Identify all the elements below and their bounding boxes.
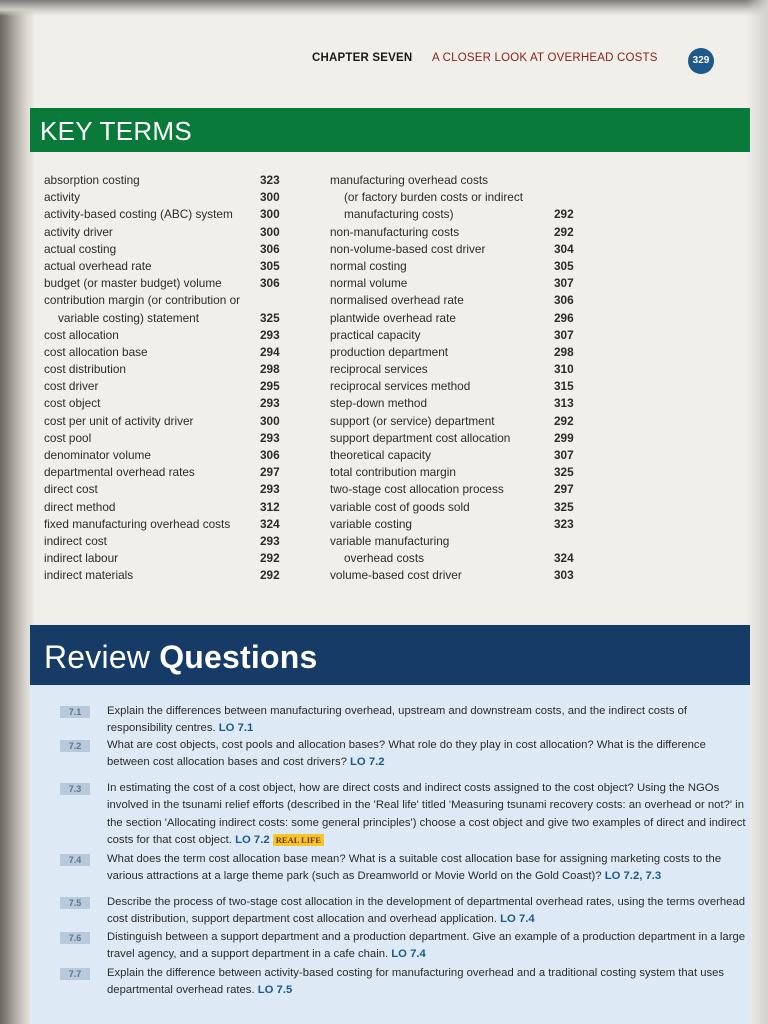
key-term: two-stage cost allocation process xyxy=(330,482,504,497)
key-term-row xyxy=(330,292,580,309)
key-term: cost driver xyxy=(44,379,99,394)
key-term: budget (or master budget) volume xyxy=(44,276,222,291)
key-term-row xyxy=(44,395,294,412)
key-term-row xyxy=(330,172,580,189)
key-terms-banner xyxy=(30,108,750,152)
key-term: variable costing xyxy=(330,516,412,531)
key-term-row xyxy=(330,344,580,361)
key-term-page: 296 xyxy=(554,310,574,325)
review-questions-banner xyxy=(30,625,750,685)
question-text: Explain the difference between activity-based costing for manufacturing overhead and a traditional costing system that uses departmental overhead rates. LO 7.5 xyxy=(107,967,725,997)
key-term-page: 313 xyxy=(554,396,574,411)
key-term: support department cost allocation xyxy=(330,430,511,445)
key-term: manufacturing overhead costs xyxy=(330,173,489,187)
key-term-row xyxy=(44,292,294,309)
key-term-page: 292 xyxy=(554,224,574,239)
key-term-page: 298 xyxy=(554,344,574,359)
key-term-page: 297 xyxy=(554,482,574,497)
key-term-page: 312 xyxy=(260,499,280,514)
key-term-row xyxy=(44,258,294,275)
learning-objective-ref: LO 7.1 xyxy=(218,722,254,735)
key-term-page: 304 xyxy=(554,241,574,256)
question-number: 7.7 xyxy=(60,968,90,980)
key-term: contribution margin (or contribution or xyxy=(44,293,241,308)
real-life-tag: REAL LIFE xyxy=(273,834,324,846)
key-term-page: 307 xyxy=(554,327,574,342)
key-term-row xyxy=(44,172,294,189)
key-term-page: 298 xyxy=(260,362,280,377)
chapter-label: CHAPTER SEVEN xyxy=(312,52,413,64)
key-term: cost object xyxy=(44,396,101,411)
question-text: Describe the process of two-stage cost allocation in the development of departmental overhead rates, using the terms overhead cost distribution, support department cost allocation and overhead application. LO 7.4 xyxy=(107,896,746,926)
key-term: variable costing) statement xyxy=(58,310,199,325)
key-term: denominator volume xyxy=(44,448,151,462)
key-term-page: 303 xyxy=(554,568,574,583)
key-term-page: 325 xyxy=(554,465,574,480)
question-number: 7.2 xyxy=(60,740,90,752)
question-number: 7.4 xyxy=(60,854,90,866)
key-term-row xyxy=(44,533,294,550)
key-term-row xyxy=(44,516,294,533)
key-terms-left-column xyxy=(44,172,294,585)
key-term-row xyxy=(330,206,580,223)
heading-light: Review xyxy=(44,639,160,675)
key-term-page: 323 xyxy=(260,173,280,187)
key-term-page: 324 xyxy=(554,551,574,566)
key-term-page: 300 xyxy=(260,224,280,239)
top-edge-shadow xyxy=(0,0,768,16)
review-questions-heading xyxy=(44,639,318,676)
learning-objective-ref: LO 7.2 xyxy=(350,756,385,769)
key-term-page: 292 xyxy=(260,551,280,566)
question-text: In estimating the cost of a cost object, how are direct costs and indirect costs assigned to the cost object? Using the NGOs involved in the tsunami relief efforts (described in the 'Real life' titled 'Measuring tsunami recovery costs: an overhead or not?' in the section 'Allocating indirect costs: some general principles') choose a cost object and give two examples of direct and indirect costs for that cost object. LO 7.2 REAL LIFE xyxy=(107,782,746,847)
key-term: overhead costs xyxy=(344,551,425,566)
key-term-row xyxy=(44,550,294,567)
learning-objective-ref: LO 7.5 xyxy=(257,984,293,997)
key-term: manufacturing costs) xyxy=(344,207,454,222)
key-term-page: 315 xyxy=(554,379,574,394)
key-term-page: 295 xyxy=(260,379,280,394)
key-term-row xyxy=(330,533,580,550)
key-term: indirect materials xyxy=(44,568,134,583)
key-term-page: 325 xyxy=(260,310,280,325)
review-questions-list xyxy=(30,685,750,1024)
key-term-row xyxy=(44,344,294,361)
key-term-row xyxy=(330,241,580,258)
key-term: departmental overhead rates xyxy=(44,465,195,480)
key-term: practical capacity xyxy=(330,327,421,342)
key-term-row xyxy=(330,430,580,447)
key-term-row xyxy=(44,481,294,498)
question-number: 7.1 xyxy=(60,706,90,718)
key-term-row xyxy=(44,327,294,344)
question-text: Explain the differences between manufacturing overhead, upstream and downstream costs, and the indirect costs of responsibility centres. LO 7.1 xyxy=(107,705,688,735)
key-term: normal volume xyxy=(330,276,408,291)
key-term: support (or service) department xyxy=(330,413,495,428)
key-term-page: 292 xyxy=(260,568,280,583)
key-term-page: 293 xyxy=(260,482,280,497)
key-term-row xyxy=(330,275,580,292)
key-term-row xyxy=(330,550,580,567)
key-term-page: 325 xyxy=(554,499,574,514)
key-term-row xyxy=(330,395,580,412)
chapter-title: A CLOSER LOOK AT OVERHEAD COSTS xyxy=(432,52,658,64)
question-number: 7.6 xyxy=(60,932,90,944)
key-term-row xyxy=(44,224,294,241)
question-text: Distinguish between a support department and a production department. Give an example of a production department in a large travel agency, and a support department in a cafe chain. LO 7.4 xyxy=(107,931,746,961)
key-term-row xyxy=(330,327,580,344)
key-term-row xyxy=(330,481,580,498)
key-term: non-manufacturing costs xyxy=(330,224,460,239)
key-term-row xyxy=(330,224,580,241)
question-text: What does the term cost allocation base mean? What is a suitable cost allocation base for assigning marketing costs to the various attractions at a large theme park (such as Dreamworld or Movie World on the Gold Coast)? LO 7.2, 7.3 xyxy=(107,853,722,883)
key-term-row xyxy=(44,567,294,584)
key-term: normalised overhead rate xyxy=(330,293,464,308)
key-term: actual costing xyxy=(44,241,117,256)
learning-objective-ref: LO 7.4 xyxy=(391,948,426,961)
key-term-page: 307 xyxy=(554,276,574,291)
key-term: cost distribution xyxy=(44,362,126,377)
key-term-row xyxy=(330,516,580,533)
key-term-page: 305 xyxy=(554,258,574,273)
book-spine-shadow xyxy=(0,0,34,1024)
key-term: theoretical capacity xyxy=(330,448,431,462)
key-term: production department xyxy=(330,344,449,359)
key-term-page: 306 xyxy=(260,276,280,291)
key-term: cost allocation xyxy=(44,327,119,342)
key-term: (or factory burden costs or indirect xyxy=(344,190,523,205)
key-term-page: 305 xyxy=(260,258,280,273)
key-term-row xyxy=(44,241,294,258)
key-terms-right-column xyxy=(330,172,580,585)
key-term: cost allocation base xyxy=(44,344,148,359)
key-term-page: 306 xyxy=(260,448,280,462)
key-term-row xyxy=(330,310,580,327)
key-term: activity-based costing (ABC) system xyxy=(44,207,233,222)
key-term: activity xyxy=(44,190,81,205)
heading-bold: Questions xyxy=(159,639,318,675)
key-term: variable manufacturing xyxy=(330,533,450,548)
question-number: 7.3 xyxy=(60,783,90,795)
key-term-row xyxy=(44,430,294,447)
key-term: total contribution margin xyxy=(330,465,456,480)
question-number: 7.5 xyxy=(60,897,90,909)
key-term-row xyxy=(330,413,580,430)
key-term-row xyxy=(330,447,580,464)
key-term-page: 300 xyxy=(260,413,280,428)
key-term-page: 292 xyxy=(554,413,574,428)
key-term: cost pool xyxy=(44,430,92,445)
key-term-row xyxy=(44,378,294,395)
key-term-row xyxy=(44,361,294,378)
key-term-page: 297 xyxy=(260,465,280,480)
learning-objective-ref: LO 7.4 xyxy=(500,913,535,926)
key-terms-heading: KEY TERMS xyxy=(40,116,193,146)
key-term-row xyxy=(44,464,294,481)
key-term-row xyxy=(44,499,294,516)
key-term-page: 294 xyxy=(260,344,280,359)
key-term: indirect labour xyxy=(44,551,119,566)
key-term-page: 293 xyxy=(260,430,280,445)
key-term-page: 299 xyxy=(554,430,574,445)
key-term: variable cost of goods sold xyxy=(330,499,470,514)
key-term: actual overhead rate xyxy=(44,258,152,273)
key-term-row xyxy=(44,310,294,327)
key-term-page: 306 xyxy=(554,293,574,308)
key-term-page: 293 xyxy=(260,327,280,342)
key-term-row xyxy=(330,258,580,275)
key-term-page: 292 xyxy=(554,207,574,222)
learning-objective-ref: LO 7.2, 7.3 xyxy=(604,870,662,883)
key-term: indirect cost xyxy=(44,533,107,548)
key-term: volume-based cost driver xyxy=(330,568,462,583)
key-term-row xyxy=(330,464,580,481)
key-term-row xyxy=(330,361,580,378)
key-term-row xyxy=(44,447,294,464)
key-term: direct cost xyxy=(44,482,98,497)
key-term-page: 300 xyxy=(260,190,280,205)
key-term-row xyxy=(330,499,580,516)
page-number-badge: 329 xyxy=(688,48,714,74)
key-term-row xyxy=(44,206,294,223)
running-head xyxy=(300,48,730,70)
key-term-row xyxy=(330,189,580,206)
key-term: cost per unit of activity driver xyxy=(44,413,194,428)
key-term-page: 307 xyxy=(554,448,574,462)
key-term-row xyxy=(330,378,580,395)
key-term: reciprocal services xyxy=(330,362,428,377)
key-term-row xyxy=(330,567,580,584)
key-term: normal costing xyxy=(330,258,407,273)
key-term-row xyxy=(44,189,294,206)
key-term: non-volume-based cost driver xyxy=(330,241,486,256)
key-term-page: 293 xyxy=(260,533,280,548)
question-text: What are cost objects, cost pools and allocation bases? What role do they play in cost allocation? What is the difference between cost allocation bases and cost drivers? LO 7.2 xyxy=(107,739,706,769)
key-term: reciprocal services method xyxy=(330,379,471,394)
key-term-page: 324 xyxy=(260,516,280,531)
key-term: plantwide overhead rate xyxy=(330,310,456,325)
key-term: activity driver xyxy=(44,224,113,239)
key-term: absorption costing xyxy=(44,173,140,187)
key-term-row xyxy=(44,275,294,292)
key-term-page: 293 xyxy=(260,396,280,411)
key-term-row xyxy=(44,413,294,430)
key-term-page: 323 xyxy=(554,516,574,531)
key-term: direct method xyxy=(44,499,116,514)
key-term: step-down method xyxy=(330,396,428,411)
key-term-page: 300 xyxy=(260,207,280,222)
learning-objective-ref: LO 7.2 xyxy=(235,834,270,847)
key-term-page: 310 xyxy=(554,362,574,377)
key-term: fixed manufacturing overhead costs xyxy=(44,516,231,531)
key-term-page: 306 xyxy=(260,241,280,256)
